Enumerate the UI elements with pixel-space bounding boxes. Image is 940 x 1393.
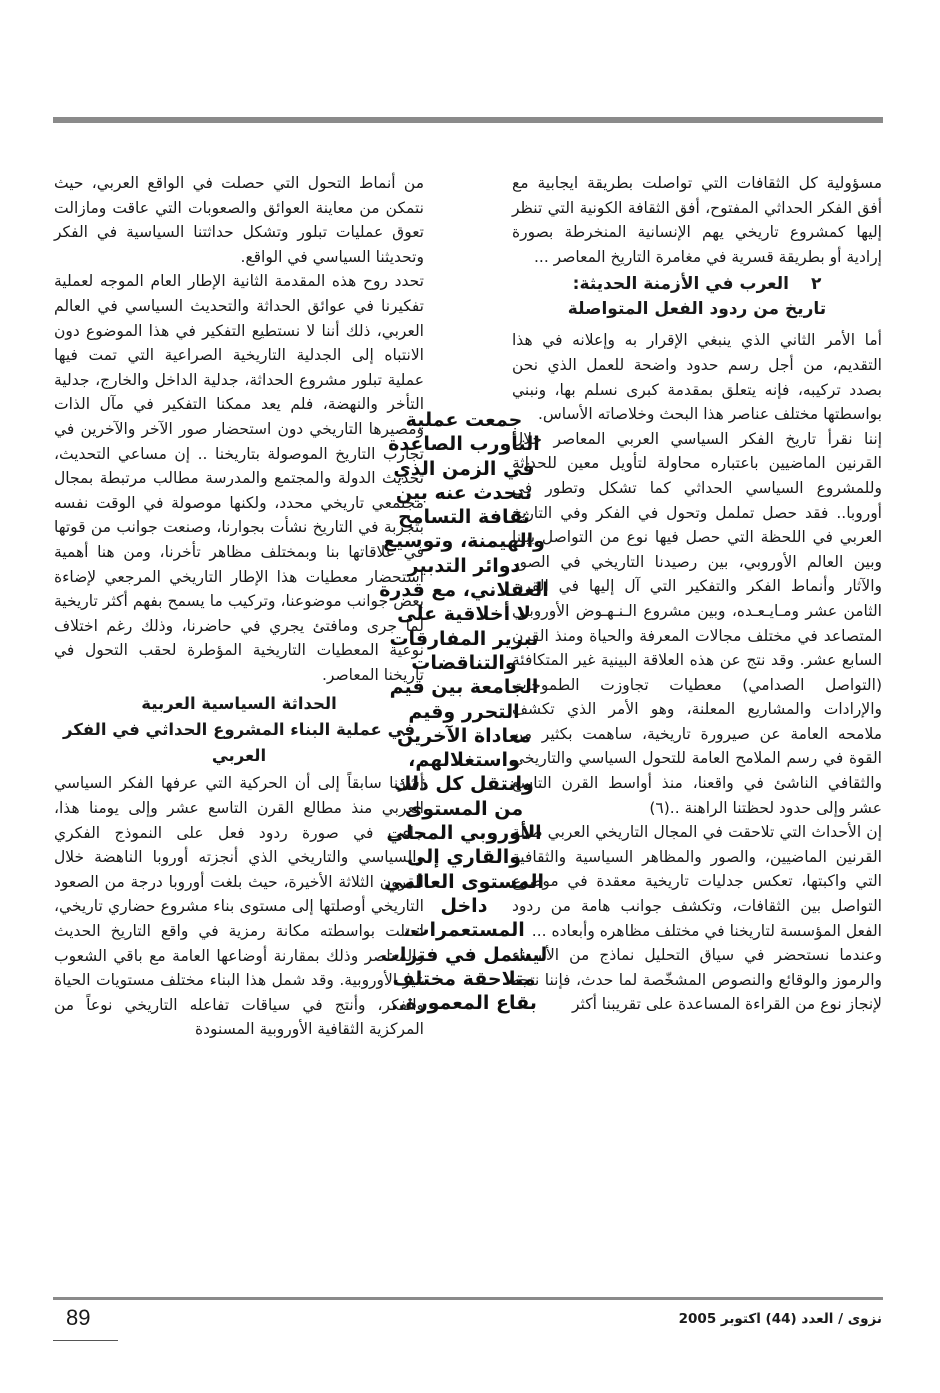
paragraph: إن الأحداث التي تلاحقت في المجال التاريخي العربي طيلة القرنين الماضيين، والصور والمظاهر السياسية والثقافية التي واكبتها، تعكس جدليات تاريخية معقدة في موضوع التواصل بين الثقافات، وتكشف جوانب هامة من ردود الفعل المؤسسة لتاريخنا في مختلف مظاهره وأبعاده ... — [512, 823, 882, 940]
paragraph: أشرنا سابقاً إلى أن الحركية التي عرفها الفكر السياسي العربي منذ مطالع القرن التاسع عشر وإلى يومنا هذا، جاءت في صورة ردود فعل على النموذج الفكري والسياسي والتاريخي الذي أنجزته أوروبا الناهضة خلال القرون الثلاثة الأخيرة، حيث بلغت أوروبا درجة من الصعود التاريخي أوصلتها إلى مستوى بناء مشروع حضاري تاريخي، احتلت بواسطته مكانة رمزية في واقع التاريخ الحديث والمعاصر وذلك بمقارنة أوضاعها العامة مع باقي الشعوب غير الأوروبية. وقد شمل هذا البناء مختلف مستويات الحياة والفكر، وأنتج في سياقات تفاعله التاريخي نوعاً من المركزية الثقافية الأوروبية المسنودة — [54, 774, 424, 1039]
section-title-line1: العرب في الأزمنة الحديثة: — [572, 274, 789, 295]
paragraph: مسؤولية كل الثقافات التي تواصلت بطريقة ايجابية مع أفق الفكر الحداثي المفتوح، أفق الثقافة الكونية التي تنظر إليها كمشروع تاريخي يهم الإنسانية المنخرطة بصورة إرادية أو بطريقة قسرية في مغامرة التاريخ المعاصر ... — [512, 174, 882, 266]
top-rule — [53, 117, 883, 123]
subsection-title-line2: في عملية البناء المشروع الحداثي في الفكر العربي — [62, 720, 416, 766]
paragraph: تحدد روح هذه المقدمة الثانية الإطار العام الموجه لعملية تفكيرنا في عوائق الحداثة والتحديث السياسي في العالم العربي، ذلك أننا لا نستطيع التفكير في هذا الموضوع دون الانتباه إلى الجدلية التاريخية الصراعية التي تمت فيها عملية تبلور مشروع الحداثة، جدلية الداخل والخارج، جدلية التأخر والنهضة، فلم يعد ممكنا التفكير في مآل الذات ومصيرها التاريخي دون استحضار صور الآخر والآخرين في تجارب التاريخ الموصولة بتاريخنا .. إن مساعي التحديث، تحديث الدولة والمجتمع والمدرسة مطالب مرتبطة بمجال مجتمعي تاريخي محدد، ولكنها موصولة في الوقت نفسه بتجربة في التاريخ نشأت بجوارنا، وصنعت جوانب من قوتها في علاقاتها بنا وبمختلف مظاهر تأخرنا، ومن هنا أهمية استحضار معطيات هذا الإطار التاريخي المرجعي لإضاءة بعض جوانب موضوعنا، وتركيب ما يسمح بفهم أكثر تاريخية لما جرى ومافتئ يجري في حاضرنا، وذلك رغم اختلاف نوعية المعطيات التاريخية المؤطرة لحقب التحول في تاريخنا المعاصر. — [54, 272, 424, 684]
page-number: 89 — [66, 1305, 91, 1330]
paragraph: أما الأمر الثاني الذي ينبغي الإقرار به وإعلانه في هذا التقديم، من أجل رسم حدود واضحة للعمل الذي نحن بصدد تركيبه، فإنه يتعلق بمقدمة كبرى نسلم بها، ونبني بواسطتها مختلف عناصر هذا البحث وخلاصاته الأساس. — [512, 331, 882, 424]
bottom-rule — [53, 1297, 883, 1300]
section-heading — [512, 272, 882, 322]
paragraph: من أنماط التحول التي حصلت في الواقع العربي، حيث نتمكن من معاينة العوائق والصعوبات التي عاقت ومازالت تعوق عمليات تبلور وتشكل حداثتنا السياسية في الفكر وتحديثنا السياسي في الواقع. — [54, 174, 424, 266]
paragraph: وعندما نستحضر في سياق التحليل نماذج من الأسماء والرموز والوقائع والنصوص المشخّصة لما حدث، فإننا نتجه لإنجاز نوع من القراءة المساعدة على تقريبنا أكثر — [512, 946, 882, 1014]
subsection-heading — [54, 691, 424, 769]
left-column — [54, 171, 424, 1042]
page-number-rule — [53, 1340, 118, 1341]
issue-info: نزوى / العدد (44) اكتوبر 2005 — [678, 1311, 882, 1327]
section-title-line2: تاريخ من ردود الفعل المتواصلة — [567, 299, 827, 320]
paragraph: إننا نقرأ تاريخ الفكر السياسي العربي المعاصر خلال القرنين الماضيين باعتباره محاولة لتأويل معين للحداثة وللمشروع السياسي الحداثي كما تشكل وتطور في أوروبا.. فقد حصل تململ وتحول في الفكر وفي التاريخ العربي في اللحظة التي حصل فيها نوع من التواصل بيننا وبين العالم الأوروبي، بين رصيدنا التاريخي في الصور والآثار وأنماط الفكر والتفكير التي آل إليها في القرن الثامن عشر ومـايـعـده، وبين مشروع الـنـهـوض الأوروبـي المتصاعد في مختلف مجالات المعرفة والحياة ومنذ القرن السابع عشر. وقد نتج عن هذه العلاقة البينية غير المتكافئة (التواصل الصدامي) معطيات تجاوزت الطموحات والإرادات والمشاريع المعلنة، وهو الأمر الذي تكشف ملامحه العامة عن صيرورة تاريخية، ساهمت بكثير من القوة في رسم الملامح العامة للتحول السياسي والتاريخي والثقافي الناشئ في واقعنا، منذ أواسط القرن التاسع عشر وإلى حدود لحظتنا الراهنة ..(٦) — [512, 429, 882, 817]
right-column — [512, 171, 882, 1017]
section-number: ٢ — [810, 274, 822, 295]
subsection-title-line1: الحداثة السياسية العربية — [141, 694, 337, 714]
pull-quote: جمعت عملية التأورب الصاعدة في الزمن الذي نتحدث عنه بين ثقافة التسامح والهيمنة، وتوسيع دوائر التدبير العقلاني، مع قدرة لا أخلاقية على تبرير المفارقات والتناقضات الجامعة بين قيم التحرر وقيم معاداة الآخرين واستغلالهم، وانتقل كل ذلك من المستوى الأوروبي المحلي والقاري إلى المستوى العالمي داخل المستعمرات، ليشمل في فترات متلاحقة مختلف بقاع المعمورة.. — [379, 409, 549, 1015]
